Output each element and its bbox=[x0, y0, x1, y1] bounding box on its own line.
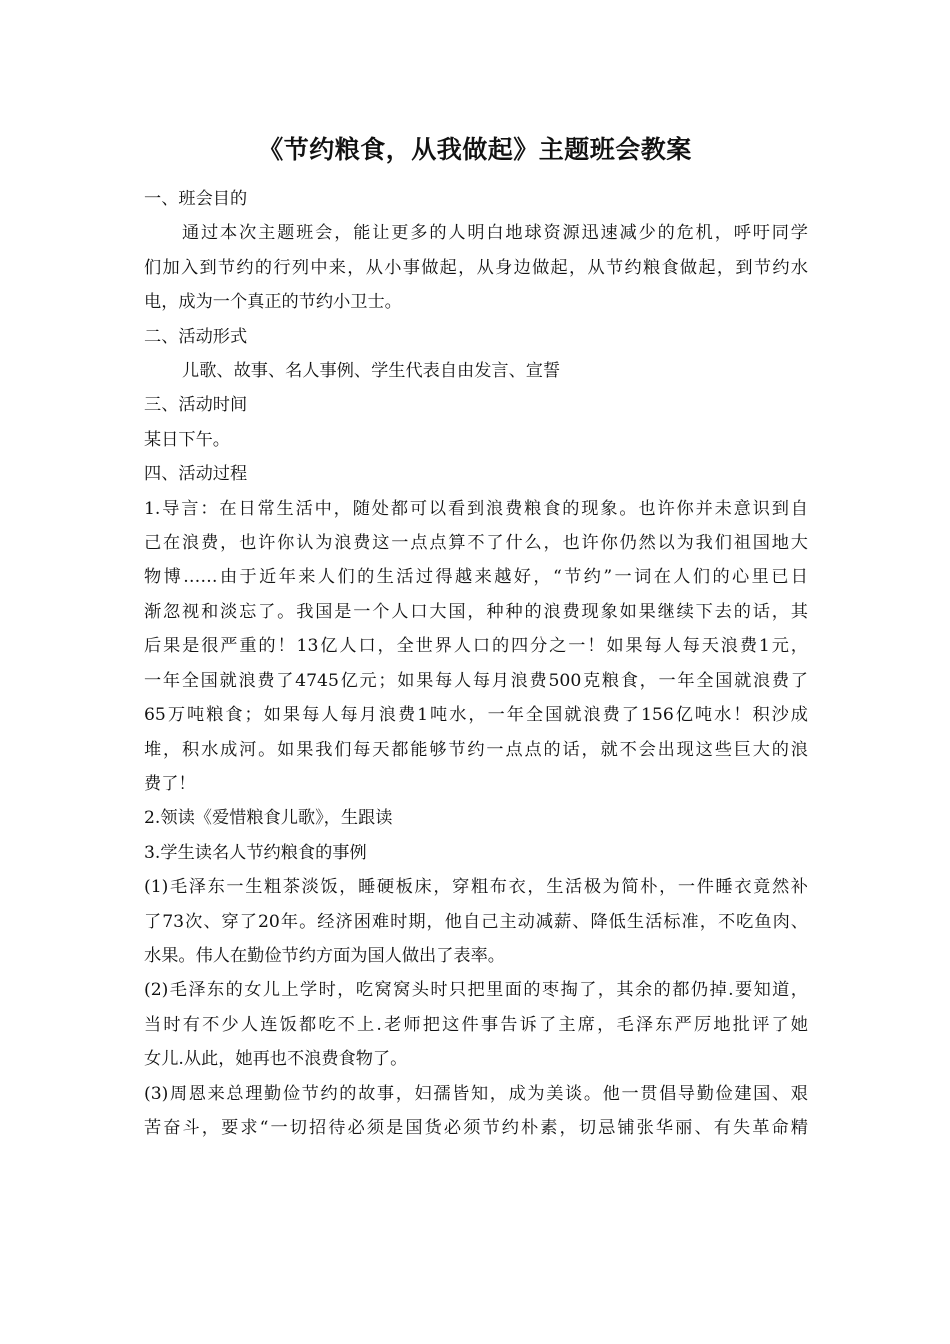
text-line-content: 水果。伟人在勤俭节约方面为国人做出了表率。 bbox=[144, 945, 505, 966]
text-line-content: 一年全国就浪费了4745亿元；如果每人每月浪费500克粮食，一年全国就浪费了 bbox=[144, 670, 808, 691]
text-line-content: 了73次、穿了20年。经济困难时期，他自己主动减薪、降低生活标准，不吃鱼肉、 bbox=[144, 911, 808, 932]
text-line bbox=[144, 251, 808, 285]
text-line-content: 渐忽视和淡忘了。我国是一个人口大国，种种的浪费现象如果继续下去的话，其 bbox=[144, 601, 808, 622]
text-line-content: 三、活动时间 bbox=[144, 395, 248, 416]
text-line-content: 2.领读《爱惜粮食儿歌》，生跟读 bbox=[144, 808, 393, 829]
text-line bbox=[144, 285, 808, 319]
text-line bbox=[144, 767, 808, 801]
text-line bbox=[144, 320, 808, 354]
text-line bbox=[144, 905, 808, 939]
text-line bbox=[144, 1077, 808, 1111]
text-line bbox=[144, 1111, 808, 1145]
text-line bbox=[144, 698, 808, 732]
text-line-content: 当时有不少人连饭都吃不上.老师把这件事告诉了主席，毛泽东严厉地批评了她 bbox=[144, 1014, 808, 1035]
text-line bbox=[144, 870, 808, 904]
text-line-content: 某日下午。 bbox=[144, 429, 230, 450]
text-line-content: 电，成为一个真正的节约小卫士。 bbox=[144, 292, 402, 313]
text-line-content: (1)毛泽东一生粗茶淡饭，睡硬板床，穿粗布衣，生活极为简朴，一件睡衣竟然补 bbox=[144, 877, 808, 898]
text-line-content: 四、活动过程 bbox=[144, 464, 248, 485]
text-line bbox=[144, 388, 808, 422]
text-line bbox=[144, 664, 808, 698]
text-line bbox=[144, 423, 808, 457]
text-line bbox=[144, 973, 808, 1007]
text-line-content: 后果是很严重的！13亿人口，全世界人口的四分之一！如果每人每天浪费1元， bbox=[144, 636, 808, 657]
text-line bbox=[144, 595, 808, 629]
text-line-content: 65万吨粮食；如果每人每月浪费1吨水，一年全国就浪费了156亿吨水！积沙成 bbox=[144, 705, 808, 726]
text-line-content: 一、班会目的 bbox=[144, 189, 248, 209]
text-line bbox=[144, 801, 808, 835]
text-line bbox=[144, 733, 808, 767]
text-line-content: 费了！ bbox=[144, 773, 196, 794]
text-line bbox=[144, 492, 808, 526]
text-line-content: 们加入到节约的行列中来，从小事做起，从身边做起，从节约粮食做起，到节约水 bbox=[144, 257, 808, 278]
text-line bbox=[144, 526, 808, 560]
text-line-content: 1.导言：在日常生活中，随处都可以看到浪费粮食的现象。也许你并未意识到自 bbox=[144, 498, 808, 519]
text-line bbox=[144, 939, 808, 973]
text-line-content: 堆，积水成河。如果我们每天都能够节约一点点的话，就不会出现这些巨大的浪 bbox=[144, 739, 808, 760]
text-line-content: 物博……由于近年来人们的生活过得越来越好，“节约”一词在人们的心里已日 bbox=[144, 567, 808, 588]
text-line-content: (3)周恩来总理勤俭节约的故事，妇孺皆知，成为美谈。他一贯倡导勤俭建国、艰 bbox=[144, 1083, 808, 1104]
text-line bbox=[144, 182, 808, 216]
document-title: 《节约粮食，从我做起》主题班会教案 bbox=[258, 135, 692, 164]
text-line-content: 3.学生读名人节约粮食的事例 bbox=[144, 842, 367, 863]
text-line-content: 苦奋斗，要求“一切招待必须是国货必须节约朴素，切忌铺张华丽、有失革命精 bbox=[144, 1117, 808, 1138]
text-line bbox=[144, 354, 808, 388]
text-line-content: 儿歌、故事、名人事例、学生代表自由发言、宣誓 bbox=[182, 361, 561, 382]
text-line bbox=[144, 1042, 808, 1076]
text-line-content: (2)毛泽东的女儿上学时，吃窝窝头时只把里面的枣掏了，其余的都仍掉.要知道， bbox=[144, 980, 808, 1001]
document-body bbox=[144, 182, 808, 1145]
text-line bbox=[144, 457, 808, 491]
text-line-content: 通过本次主题班会，能让更多的人明白地球资源迅速减少的危机，呼吁同学 bbox=[182, 223, 808, 244]
text-line bbox=[144, 836, 808, 870]
text-line-content: 己在浪费，也许你认为浪费这一点点算不了什么，也许你仍然以为我们祖国地大 bbox=[144, 533, 808, 554]
text-line-content: 女儿.从此，她再也不浪费食物了。 bbox=[144, 1049, 408, 1070]
text-line bbox=[144, 629, 808, 663]
text-line-content: 二、活动形式 bbox=[144, 326, 248, 347]
text-line bbox=[144, 216, 808, 250]
text-line bbox=[144, 560, 808, 594]
text-line bbox=[144, 1008, 808, 1042]
